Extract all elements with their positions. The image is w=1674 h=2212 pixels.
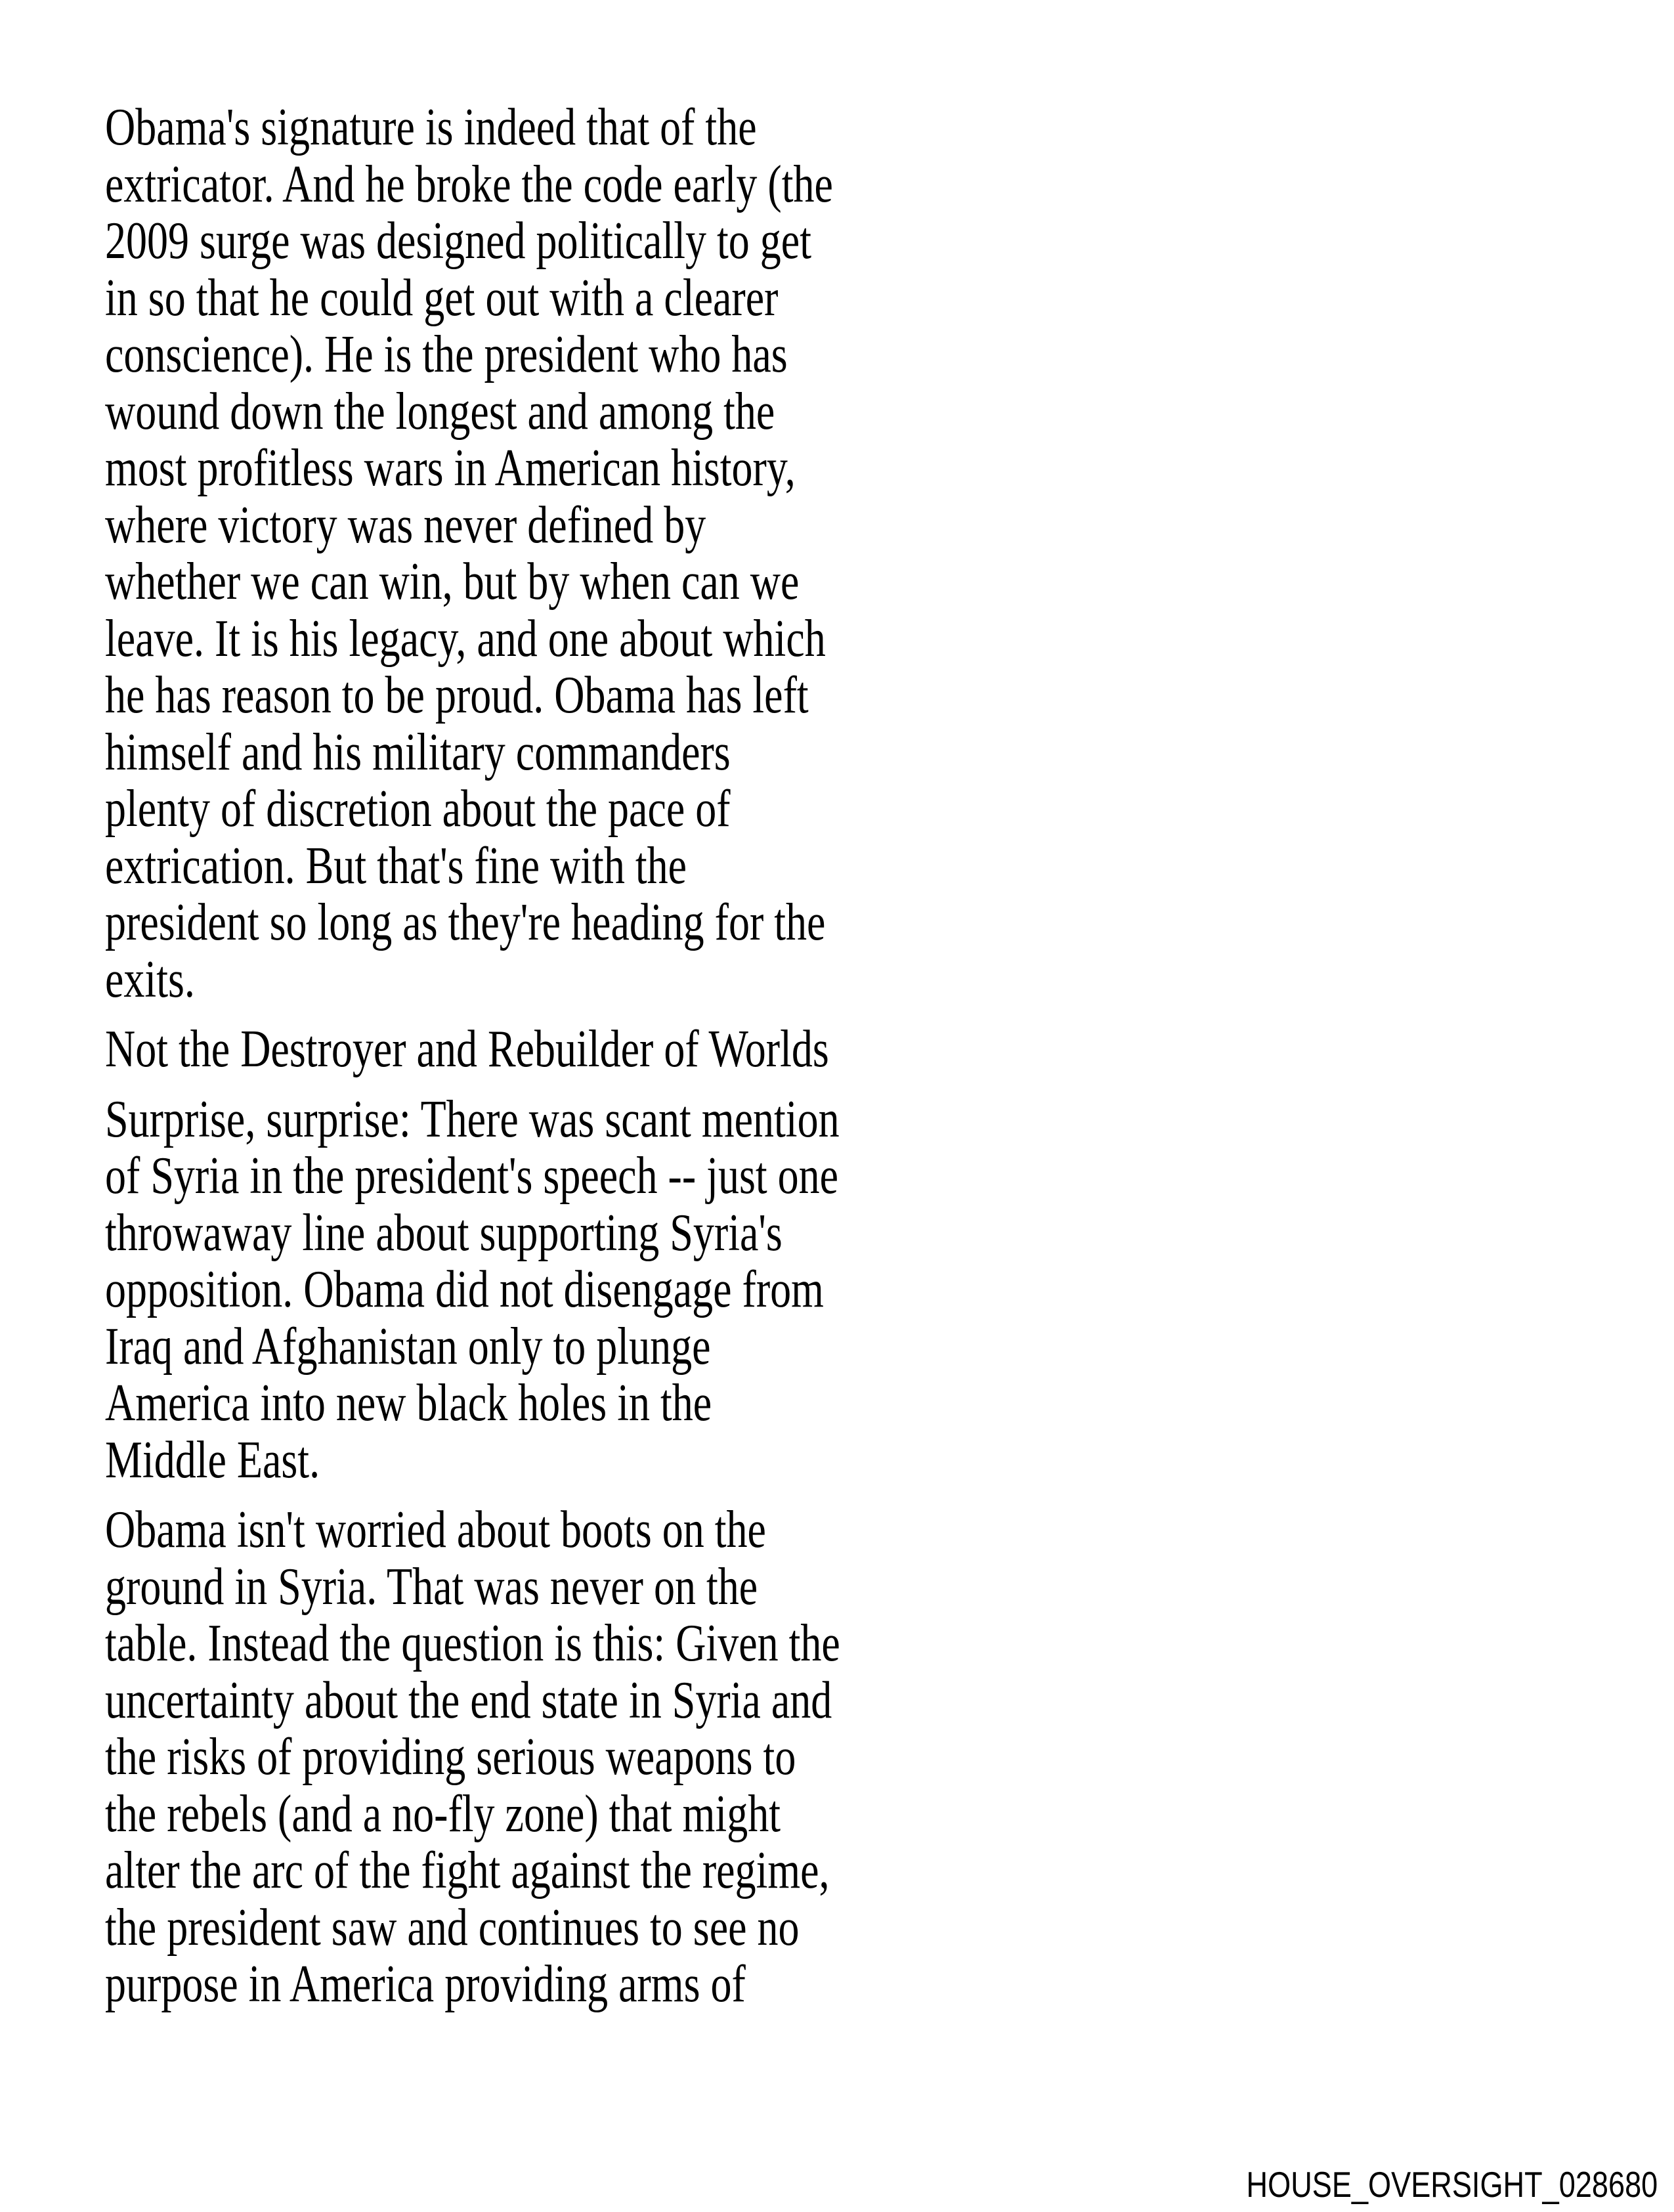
text-line: plenty of discretion about the pace of (105, 780, 731, 838)
text-line: the risks of providing serious weapons to (105, 1728, 796, 1786)
text-line: the rebels (and a no-fly zone) that might (105, 1785, 781, 1843)
text-line: extrication. But that's fine with the (105, 836, 687, 895)
text-line: throwaway line about supporting Syria's (105, 1204, 783, 1262)
text-line: most profitless wars in American history, (105, 439, 796, 497)
text-line: extricator. And he broke the code early (the (105, 155, 833, 213)
text-line: of Syria in the president's speech -- just one (105, 1147, 839, 1205)
text-line: opposition. Obama did not disengage from (105, 1261, 824, 1318)
text-line: Surprise, surprise: There was scant mention (105, 1090, 840, 1148)
text-line: Obama isn't worried about boots on the (105, 1501, 766, 1559)
text-line: Middle East. (105, 1431, 320, 1489)
text-line: he has reason to be proud. Obama has left (105, 666, 809, 724)
text-line: uncertainty about the end state in Syria and (105, 1671, 832, 1729)
text-line: conscience). He is the president who has (105, 326, 788, 383)
text-line: himself and his military commanders (105, 723, 731, 781)
text-line: 2009 surge was designed politically to get (105, 212, 811, 270)
section-heading (105, 1021, 988, 1078)
paragraph (105, 1502, 988, 2013)
bates-number: HOUSE_OVERSIGHT_028680 (1246, 2164, 1658, 2205)
bates-stamp (1246, 2164, 1658, 2205)
text-line: president so long as they're heading for the (105, 894, 826, 951)
text-line: Not the Destroyer and Rebuilder of Worlds (105, 1020, 829, 1078)
text-line: table. Instead the question is this: Given the (105, 1615, 840, 1672)
text-line: whether we can win, but by when can we (105, 553, 800, 611)
text-line: exits. (105, 950, 195, 1008)
text-line: alter the arc of the fight against the regime, (105, 1842, 830, 1899)
text-line: leave. It is his legacy, and one about which (105, 609, 826, 668)
text-line: Iraq and Afghanistan only to plunge (105, 1317, 711, 1376)
body-text (105, 99, 988, 2013)
paragraph (105, 1091, 988, 1489)
text-line: where victory was never defined by (105, 496, 706, 554)
paragraph (105, 99, 988, 1008)
text-line: Obama's signature is indeed that of the (105, 98, 757, 156)
text-line: wound down the longest and among the (105, 382, 775, 441)
text-line: ground in Syria. That was never on the (105, 1557, 758, 1616)
text-line: in so that he could get out with a clearer (105, 269, 779, 327)
text-line: the president saw and continues to see no (105, 1898, 800, 1957)
text-line: purpose in America providing arms of (105, 1955, 746, 2013)
text-line: America into new black holes in the (105, 1374, 712, 1432)
